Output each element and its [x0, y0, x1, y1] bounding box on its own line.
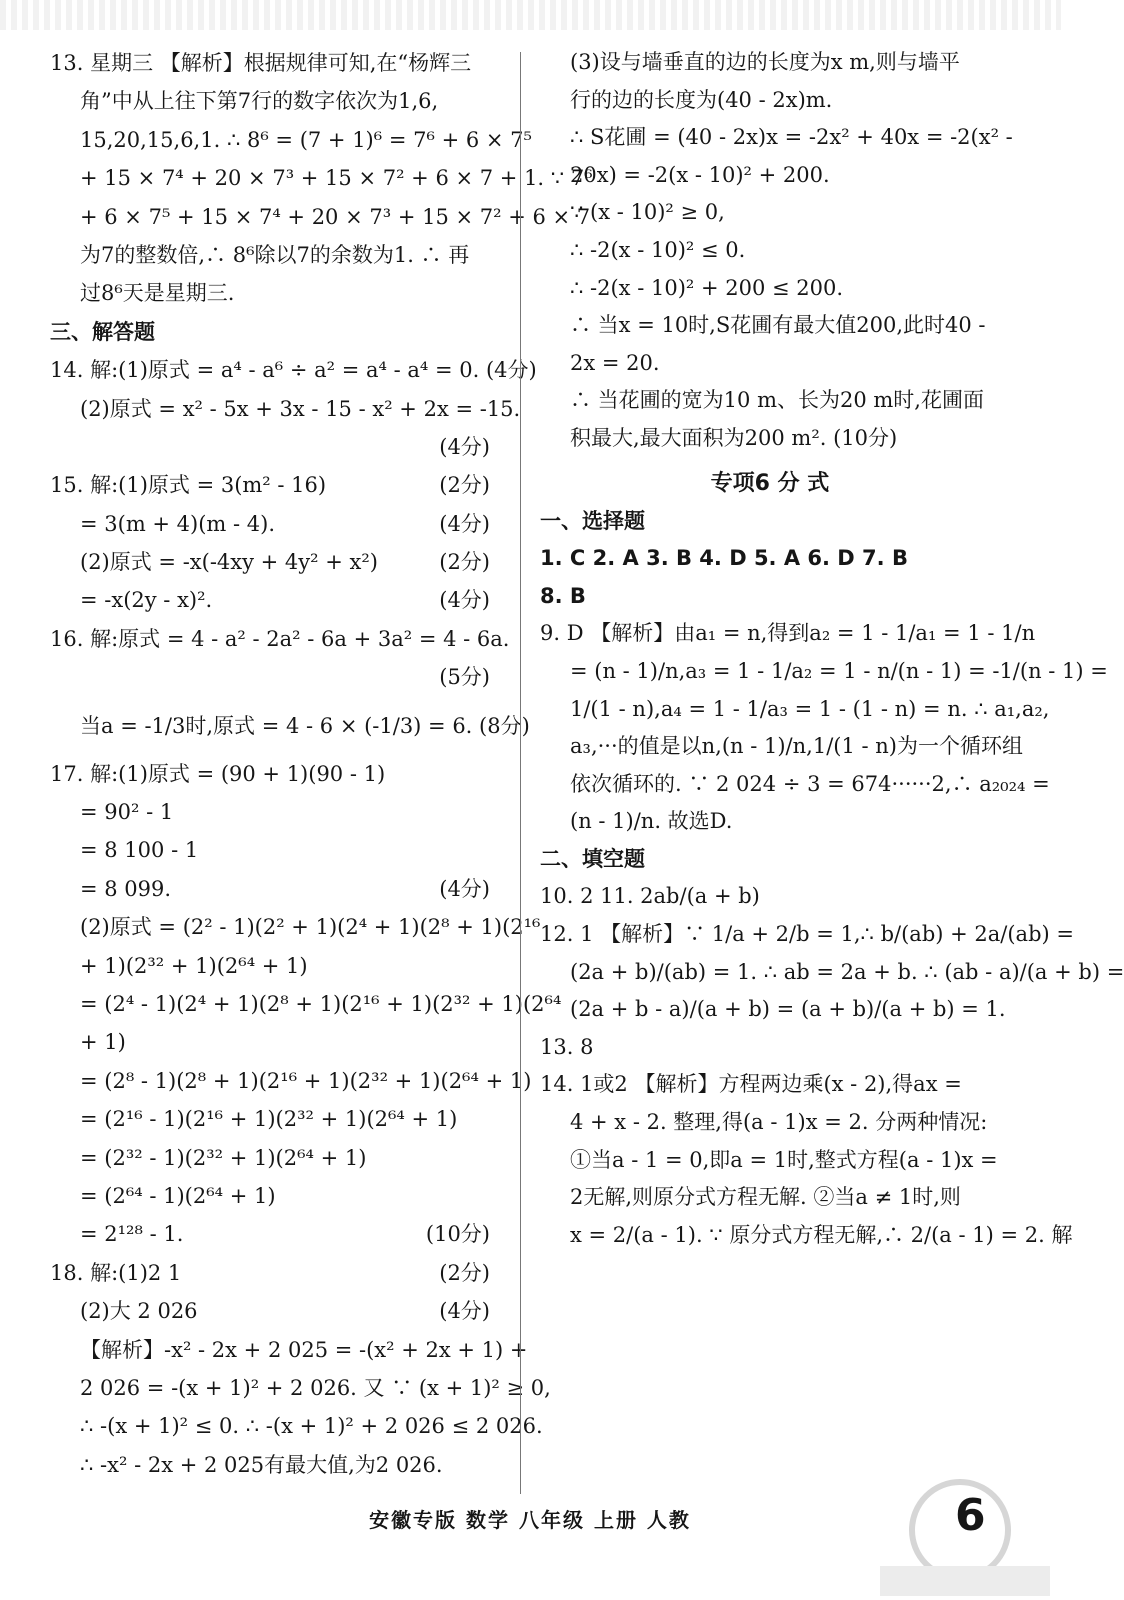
text-line: (3)设与墙垂直的边的长度为x m,则与墙平 — [570, 50, 960, 74]
text-line: 12. 1 【解析】∵ 1/a + 2/b = 1,∴ b/(ab) + 2a/(ab) = — [540, 922, 1074, 947]
page-number: 6 — [955, 1490, 986, 1541]
text-line: = (n - 1)/n,a₃ = 1 - 1/a₂ = 1 - n/(n - 1) = -1/(n - 1) = — [570, 658, 1108, 683]
text-line — [50, 505, 500, 543]
text-line: 4 + x - 2. 整理,得(a - 1)x = 2. 分两种情况: — [570, 1110, 988, 1135]
text-line: ∴ -2(x - 10)² + 200 ≤ 200. — [570, 275, 844, 300]
text-line: 17. 解:(1)原式 = (90 + 1)(90 - 1) — [50, 761, 386, 786]
points: (4分) — [439, 511, 490, 536]
section-heading: 二、填空题 — [540, 846, 645, 871]
points: (2分) — [439, 473, 490, 498]
text-line — [50, 1292, 500, 1330]
points-line: (4分) — [439, 434, 490, 459]
text-line: + 6 × 7⁵ + 15 × 7⁴ + 20 × 7³ + 15 × 7² + 6 × 7 — [80, 204, 591, 229]
text-line: ∵ (x - 10)² ≥ 0, — [570, 200, 725, 225]
line-text: (2)原式 = -x(-4xy + 4y² + x²) — [80, 550, 378, 575]
text-line: (2a + b - a)/(a + b) = (a + b)/(a + b) = 1. — [570, 997, 1006, 1022]
text-line — [50, 581, 500, 619]
text-line — [50, 466, 500, 504]
text-line: 9. D 【解析】由a₁ = n,得到a₂ = 1 - 1/a₁ = 1 - 1/n — [540, 621, 1036, 646]
text-line: (2)原式 = x² - 5x + 3x - 15 - x² + 2x = -15. — [80, 396, 521, 421]
page-footer: 安徽专版 数学 八年级 上册 人教 — [369, 1508, 691, 1532]
text-line: = (2⁶⁴ - 1)(2⁶⁴ + 1) — [80, 1183, 276, 1208]
text-line — [50, 1254, 500, 1292]
line-text: 15. 解:(1)原式 = 3(m² - 16) — [50, 473, 327, 498]
text-line: 10. 2 11. 2ab/(a + b) — [540, 884, 760, 909]
text-line: = (2⁴ - 1)(2⁴ + 1)(2⁸ + 1)(2¹⁶ + 1)(2³² + 1)(2⁶⁴ — [80, 991, 562, 1016]
text-line — [50, 543, 500, 581]
line-text: 18. 解:(1)2 1 — [50, 1260, 182, 1285]
column-divider — [520, 52, 521, 1494]
text-line: 1/(1 - n),a₄ = 1 - 1/a₃ = 1 - (1 - n) = n. ∴ a₁,a₂, — [570, 696, 1050, 721]
text-line: ∴ 当x = 10时,S花圃有最大值200,此时40 - — [570, 313, 986, 338]
line-text: = 2¹²⁸ - 1. — [80, 1222, 184, 1247]
text-line: 【解析】-x² - 2x + 2 025 = -(x² + 2x + 1) + — [80, 1337, 528, 1362]
text-line: ∴ -x² - 2x + 2 025有最大值,为2 026. — [80, 1452, 443, 1477]
answer-line: 8. B — [540, 583, 586, 608]
points: (4分) — [439, 876, 490, 901]
text-line: 当a = -1/3时,原式 = 4 - 6 × (-1/3) = 6. (8分) — [80, 713, 530, 738]
points: (4分) — [439, 1299, 490, 1324]
text-line: 15,20,15,6,1. ∴ 8⁶ = (7 + 1)⁶ = 7⁶ + 6 × 7⁵ — [80, 127, 532, 152]
line-text: (2)大 2 026 — [80, 1299, 198, 1324]
text-line: 2无解,则原分式方程无解. ②当a ≠ 1时,则 — [570, 1185, 961, 1210]
text-line: 依次循环的. ∵ 2 024 ÷ 3 = 674······2,∴ a₂₀₂₄ = — [570, 771, 1050, 796]
text-line: + 1) — [80, 1030, 126, 1055]
text-line: ∴ -2(x - 10)² ≤ 0. — [570, 237, 746, 262]
answer-line: 1. C 2. A 3. B 4. D 5. A 6. D 7. B — [540, 546, 908, 571]
text-line: (2a + b)/(ab) = 1. ∴ ab = 2a + b. ∴ (ab - a)/(a + b) = — [570, 959, 1124, 984]
text-line: 2x = 20. — [570, 350, 660, 375]
line-text: = 8 099. — [80, 876, 172, 901]
text-line: 20x) = -2(x - 10)² + 200. — [570, 162, 830, 187]
points: (4分) — [439, 588, 490, 613]
text-line: 14. 解:(1)原式 = a⁴ - a⁶ ÷ a² = a⁴ - a⁴ = 0. (4分) — [50, 358, 537, 383]
text-line: = (2¹⁶ - 1)(2¹⁶ + 1)(2³² + 1)(2⁶⁴ + 1) — [80, 1107, 458, 1132]
text-line: 16. 解:原式 = 4 - a² - 2a² - 6a + 3a² = 4 - 6a. — [50, 626, 510, 651]
text-line: a₃,···的值是以n,(n - 1)/n,1/(1 - n)为一个循环组 — [570, 734, 1023, 759]
text-line: ①当a - 1 = 0,即a = 1时,整式方程(a - 1)x = — [570, 1147, 998, 1172]
text-line: (n - 1)/n. 故选D. — [570, 809, 733, 834]
text-line: x = 2/(a - 1). ∵ 原分式方程无解,∴ 2/(a - 1) = 2. 解 — [570, 1222, 1073, 1247]
text-line: 2 026 = -(x + 1)² + 2 026. 又 ∵ (x + 1)² ≥ 0, — [80, 1375, 551, 1400]
text-line — [50, 870, 500, 908]
text-line: 过8⁶天是星期三. — [80, 281, 235, 306]
text-line: 13. 星期三 【解析】根据规律可知,在“杨辉三 — [50, 51, 472, 75]
points-line: (5分) — [439, 665, 490, 690]
text-line: 为7的整数倍,∴ 8⁶除以7的余数为1. ∴ 再 — [80, 242, 470, 267]
text-line: 14. 1或2 【解析】方程两边乘(x - 2),得ax = — [540, 1072, 962, 1097]
text-line: 角”中从上往下第7行的数字依次为1,6, — [80, 89, 439, 114]
text-line: + 15 × 7⁴ + 20 × 7³ + 15 × 7² + 6 × 7 + 1. ∵ 7⁶ — [80, 166, 593, 191]
text-line — [50, 1215, 500, 1253]
text-line: ∴ S花圃 = (40 - 2x)x = -2x² + 40x = -2(x² - — [570, 125, 1013, 150]
text-line: 积最大,最大面积为200 m². (10分) — [570, 425, 898, 450]
section-title: 专项6 分 式 — [710, 470, 830, 496]
section-heading: 三、解答题 — [50, 319, 155, 344]
text-line: = (2⁸ - 1)(2⁸ + 1)(2¹⁶ + 1)(2³² + 1)(2⁶⁴ + 1) — [80, 1068, 532, 1093]
text-line: ∴ -(x + 1)² ≤ 0. ∴ -(x + 1)² + 2 026 ≤ 2 026. — [80, 1414, 543, 1439]
text-line: ∴ 当花圃的宽为10 m、长为20 m时,花圃面 — [570, 388, 984, 413]
text-line: = 90² - 1 — [80, 800, 174, 825]
text-line: + 1)(2³² + 1)(2⁶⁴ + 1) — [80, 953, 308, 978]
points: (2分) — [439, 550, 490, 575]
text-line: = (2³² - 1)(2³² + 1)(2⁶⁴ + 1) — [80, 1145, 367, 1170]
section-heading: 一、选择题 — [540, 508, 645, 533]
text-line: (2)原式 = (2² - 1)(2² + 1)(2⁴ + 1)(2⁸ + 1)(2¹⁶ — [80, 915, 541, 940]
top-decorative-band — [0, 0, 1061, 30]
points: (10分) — [425, 1222, 490, 1247]
points: (2分) — [439, 1260, 490, 1285]
text-line: = 8 100 - 1 — [80, 838, 199, 863]
line-text: = 3(m + 4)(m - 4). — [80, 511, 276, 536]
text-line: 13. 8 — [540, 1034, 594, 1059]
text-line: 行的边的长度为(40 - 2x)m. — [570, 87, 833, 112]
right-column — [540, 44, 1124, 1254]
line-text: = -x(2y - x)². — [80, 588, 213, 613]
